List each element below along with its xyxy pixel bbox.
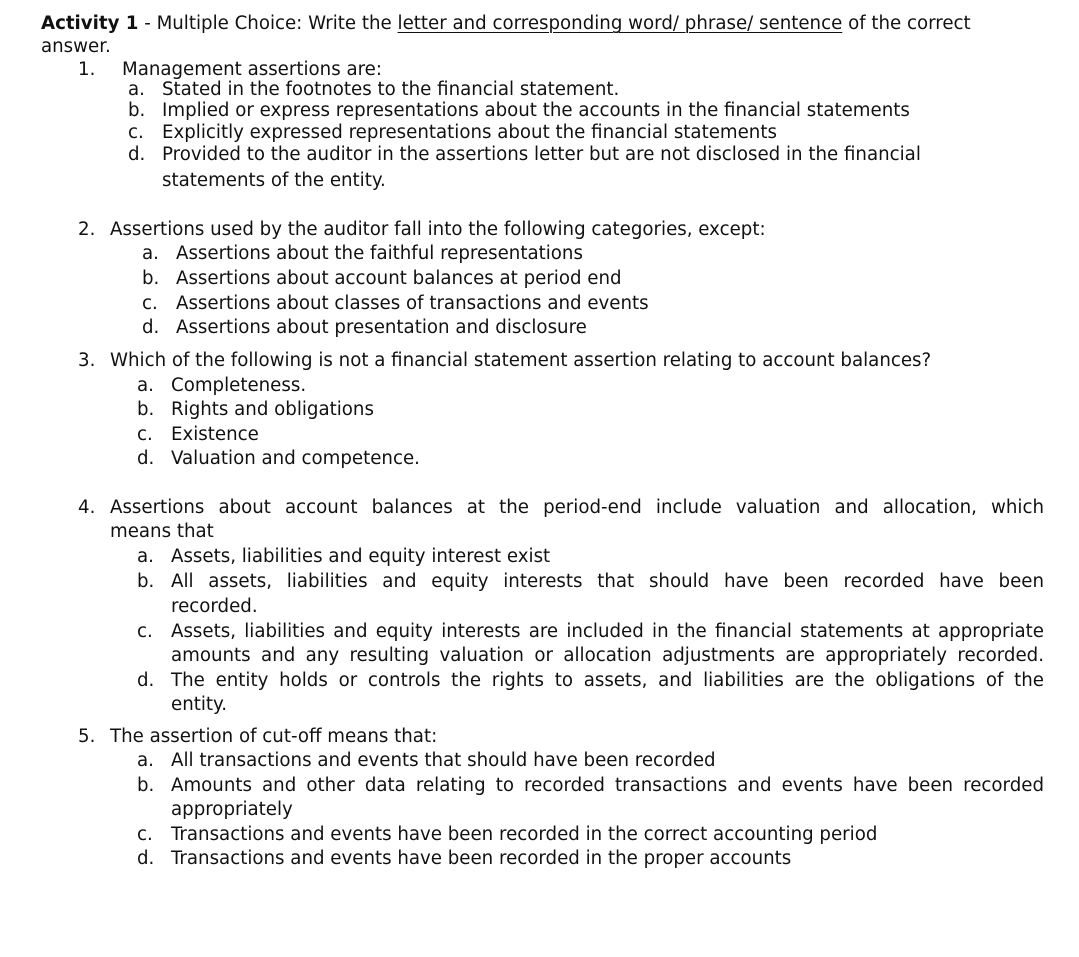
activity-label: Activity 1 (41, 13, 139, 34)
q3-option-b-text: Rights and obligations (171, 399, 374, 420)
q4-option-a-letter: a. (137, 546, 154, 567)
q1-option-a-text: Stated in the footnotes to the financial statement. (162, 79, 620, 100)
instructions-prefix: Multiple Choice: Write the (156, 13, 398, 34)
q5-option-b-letter: b. (137, 775, 155, 796)
q3-option-a-letter: a. (137, 375, 154, 396)
q3-option-d-text: Valuation and competence. (171, 448, 420, 469)
q5-option-c-text: Transactions and events have been recorded in the correct accounting period (171, 824, 878, 845)
q5-option-b-line-2: appropriately (171, 799, 293, 820)
instructions-underlined: letter and corresponding word/ phrase/ sentence (397, 13, 843, 34)
instructions-suffix: of the correct (842, 13, 971, 34)
q3-option-c-text: Existence (171, 424, 259, 445)
q1-option-c-letter: c. (128, 122, 144, 143)
q4-option-b-line-2: recorded. (171, 596, 258, 617)
header-separator: - (138, 13, 157, 34)
q2-option-c-text: Assertions about classes of transactions and events (176, 293, 649, 314)
q3-option-a-text: Completeness. (171, 375, 307, 396)
q1-option-a-letter: a. (128, 79, 145, 100)
q4-option-c-letter: c. (137, 621, 153, 642)
q1-option-d-line-1: Provided to the auditor in the assertions letter but are not disclosed in the financial (162, 144, 921, 165)
q2-option-a-text: Assertions about the faithful representations (176, 243, 583, 264)
question-1-number: 1. (78, 59, 96, 80)
q4-option-d-line-1: The entity holds or controls the rights to assets, and liabilities are the obligations of the (171, 670, 1044, 691)
q2-option-b-text: Assertions about account balances at period end (176, 268, 622, 289)
q2-option-d-letter: d. (142, 317, 160, 338)
question-5-text: The assertion of cut-off means that: (110, 726, 438, 747)
q2-option-a-letter: a. (142, 243, 159, 264)
q4-option-b-line-1: All assets, liabilities and equity interests that should have been recorded have been (171, 571, 1044, 592)
question-3-text: Which of the following is not a financial statement assertion relating to account balances? (110, 350, 932, 371)
q4-option-a-text: Assets, liabilities and equity interest exist (171, 546, 551, 567)
q1-option-d-line-2: statements of the entity. (162, 170, 386, 191)
question-2-text: Assertions used by the auditor fall into the following categories, except: (110, 219, 766, 240)
question-4-text-line-1: Assertions about account balances at the period-end include valuation and allocation, which (110, 497, 1044, 518)
q3-option-b-letter: b. (137, 399, 155, 420)
q2-option-c-letter: c. (142, 293, 158, 314)
question-2-number: 2. (78, 219, 96, 240)
q1-option-c-text: Explicitly expressed representations about the financial statements (162, 122, 777, 143)
q5-option-a-text: All transactions and events that should have been recorded (171, 750, 716, 771)
q5-option-d-letter: d. (137, 848, 155, 869)
q4-option-b-letter: b. (137, 571, 155, 592)
q2-option-b-letter: b. (142, 268, 160, 289)
question-4-number: 4. (78, 497, 96, 518)
question-3-number: 3. (78, 350, 96, 371)
q3-option-c-letter: c. (137, 424, 153, 445)
q4-option-c-line-1: Assets, liabilities and equity interests are included in the financial statements at appropriate (171, 621, 1044, 642)
q5-option-c-letter: c. (137, 824, 153, 845)
q5-option-d-text: Transactions and events have been recorded in the proper accounts (171, 848, 792, 869)
question-1-text: Management assertions are: (122, 59, 382, 80)
q1-option-d-letter: d. (128, 144, 146, 165)
q1-option-b-letter: b. (128, 100, 146, 121)
q3-option-d-letter: d. (137, 448, 155, 469)
q1-option-b-text: Implied or express representations about the accounts in the financial statements (162, 100, 910, 121)
question-4-text-line-2: means that (110, 521, 214, 542)
activity-instructions (41, 15, 971, 33)
instructions-line-2: answer. (41, 36, 111, 57)
question-5-number: 5. (78, 726, 96, 747)
q4-option-d-letter: d. (137, 670, 155, 691)
q5-option-b-line-1: Amounts and other data relating to recorded transactions and events have been recorded (171, 775, 1044, 796)
q4-option-d-line-2: entity. (171, 694, 227, 715)
q4-option-c-line-2: amounts and any resulting valuation or allocation adjustments are appropriately recorded. (171, 645, 1044, 666)
q2-option-d-text: Assertions about presentation and disclosure (176, 317, 587, 338)
q5-option-a-letter: a. (137, 750, 154, 771)
